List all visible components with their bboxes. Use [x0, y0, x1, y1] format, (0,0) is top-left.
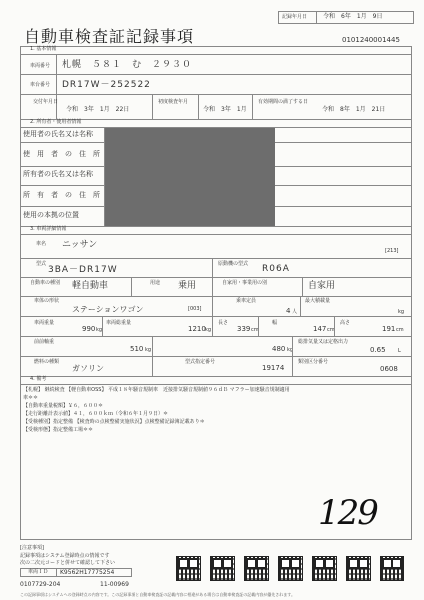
owner-address-label: 所 有 者 の 住 所: [23, 191, 100, 199]
qr-code-icon: [210, 556, 235, 581]
front-axle-value: 510: [130, 345, 144, 353]
user-name-label: 使用者の氏名又は名称: [23, 130, 93, 138]
displacement-unit: L: [398, 348, 401, 354]
remark-line: 【受検種別】指定整備 【検査時の点検整備実施状況】点検整備記録簿記載あり＊: [23, 419, 205, 425]
maker-label: 車名: [36, 241, 47, 247]
first-reg-label: 初度検査年月: [158, 99, 189, 105]
redacted-owner-info: [105, 128, 275, 226]
body-shape-label: 車体の形状: [34, 298, 60, 304]
vehicle-id-label: 車両ＩＤ: [28, 569, 49, 575]
section-vehicle-header: 3. 車両詳細情報: [30, 226, 67, 232]
width-unit: cm: [327, 327, 335, 333]
user-address-label: 使 用 者 の 住 所: [23, 150, 100, 158]
remark-line: 【札幌】 継続検査 【軽自動車OSS】 平成１８年騒音規制車 近接排気騒音規制値９６ｄＢ マフラー加速騒音規制適用: [23, 387, 290, 393]
width-label: 幅: [272, 320, 278, 326]
body-shape-code: [003]: [188, 306, 202, 312]
class-no-label: 類別区分番号: [298, 359, 329, 365]
notice-line-2: 次の二次元コードと併せて確認して下さい: [20, 560, 116, 566]
issue-date-value: 令和 3年 1月 22日: [66, 106, 130, 113]
qr-code-icon: [380, 556, 404, 581]
document-title: 自動車検査証記録事項: [24, 27, 195, 46]
expiry-value: 令和 8年 1月 21日: [322, 106, 386, 113]
engine-value: R06A: [262, 264, 290, 274]
base-location-label: 使用の本拠の位置: [23, 211, 79, 219]
capacity-value: 4: [286, 307, 291, 315]
chassis-value: DR17W－252522: [62, 80, 151, 90]
front-axle-unit: kg: [145, 347, 152, 353]
fuel-label: 燃料の種類: [34, 359, 60, 365]
maker-code: [213]: [385, 248, 399, 254]
remark-line: 【受検形態】指定整備工場＊＊: [23, 427, 94, 433]
rear-axle-unit: kg: [287, 347, 294, 353]
owner-name-label: 所有者の氏名又は名称: [23, 170, 93, 178]
record-date-label: 記録年月日: [282, 14, 308, 20]
remark-line: 車＊＊: [23, 395, 39, 401]
height-unit: cm: [396, 327, 404, 333]
width-value: 147: [313, 325, 327, 333]
remark-line: 【走行距離計表示値】４１，６００ｋｍ（令和６年１月９日）＊: [23, 411, 169, 417]
doc-code: 0107729-204: [20, 581, 61, 588]
length-value: 339: [237, 325, 251, 333]
weight-unit: kg: [96, 327, 103, 333]
remarks-text: [23, 386, 409, 434]
model-label: 型式: [36, 261, 47, 267]
height-value: 191: [382, 325, 396, 333]
business-value: 自家用: [308, 281, 336, 291]
maker-value: ニッサン: [62, 240, 98, 250]
business-label: 自家用・事業用の別: [222, 280, 268, 286]
length-unit: cm: [251, 327, 259, 333]
engine-label: 原動機の型式: [218, 261, 249, 267]
max-load-label: 最大積載量: [305, 298, 331, 304]
qr-code-icon: [312, 556, 337, 581]
handwritten-number: 129: [318, 493, 377, 533]
gross-weight-unit: kg: [205, 327, 212, 333]
reg-no-label: 車両番号: [30, 63, 51, 69]
chassis-label: 車台番号: [30, 82, 51, 88]
use-value: 乗用: [178, 281, 197, 291]
qr-code-icon: [176, 556, 201, 581]
notice-line-1: 記録事項はシステム登録時点の情報です: [20, 553, 110, 559]
type-no-value: 19174: [262, 364, 285, 372]
use-label: 用途: [150, 280, 161, 286]
type-no-label: 型式指定番号: [185, 359, 216, 365]
doc-code-2: 11-00969: [100, 581, 129, 588]
length-label: 長さ: [218, 320, 229, 326]
rear-axle-value: 480: [272, 345, 286, 353]
first-reg-value: 令和 3年 1月: [203, 106, 247, 113]
gross-weight-value: 1210: [188, 325, 206, 333]
fuel-value: ガソリン: [72, 364, 104, 373]
front-axle-label: 前前軸重: [34, 339, 55, 345]
section-basic-header: 1. 基本情報: [30, 46, 57, 52]
section-owner-header: 2. 所有者・使用者情報: [30, 119, 82, 125]
qr-code-icon: [278, 556, 303, 581]
displacement-label: 総排気量又は定格出力: [298, 339, 349, 345]
issue-date-label: 交付年月日: [33, 99, 59, 105]
capacity-unit: 人: [292, 309, 298, 315]
record-date-value: 令和 6年 1月 9日: [323, 13, 383, 20]
model-value: 3BA－DR17W: [48, 265, 118, 275]
notice-label: [注意事項]: [20, 545, 44, 551]
reg-no-value: 札幌 ５８１ む ２９３０: [62, 60, 193, 70]
weight-label: 車両重量: [34, 320, 55, 326]
kind-value: 軽自動車: [72, 281, 109, 291]
capacity-label: 乗車定員: [236, 298, 257, 304]
weight-value: 990: [82, 325, 96, 333]
qr-code-icon: [346, 556, 371, 581]
class-no-value: 0608: [380, 365, 398, 373]
body-shape-value: ステーションワゴン: [72, 305, 144, 314]
height-label: 高さ: [340, 320, 351, 326]
qr-code-icon: [244, 556, 269, 581]
remark-line: 【自動車重量税額】￥６，６００＊: [23, 403, 104, 409]
displacement-value: 0.65: [370, 346, 386, 354]
vehicle-id-value: K9562H17775254: [60, 569, 115, 576]
document-number: 0101240001445: [342, 36, 400, 44]
max-load-unit: kg: [398, 309, 405, 315]
bottom-note: この記録事項はシステムへの登録時点の内容です。この記録事項と自動車検査証の記載内容に相違がある場合は自動車検査証の記載内容が優先されます。: [20, 592, 295, 597]
expiry-label: 有効期間の満了する日: [258, 99, 309, 105]
gross-weight-label: 車両総重量: [106, 320, 132, 326]
section-remarks-header: 4. 備考: [30, 376, 47, 382]
kind-label: 自動車の種別: [30, 280, 61, 286]
